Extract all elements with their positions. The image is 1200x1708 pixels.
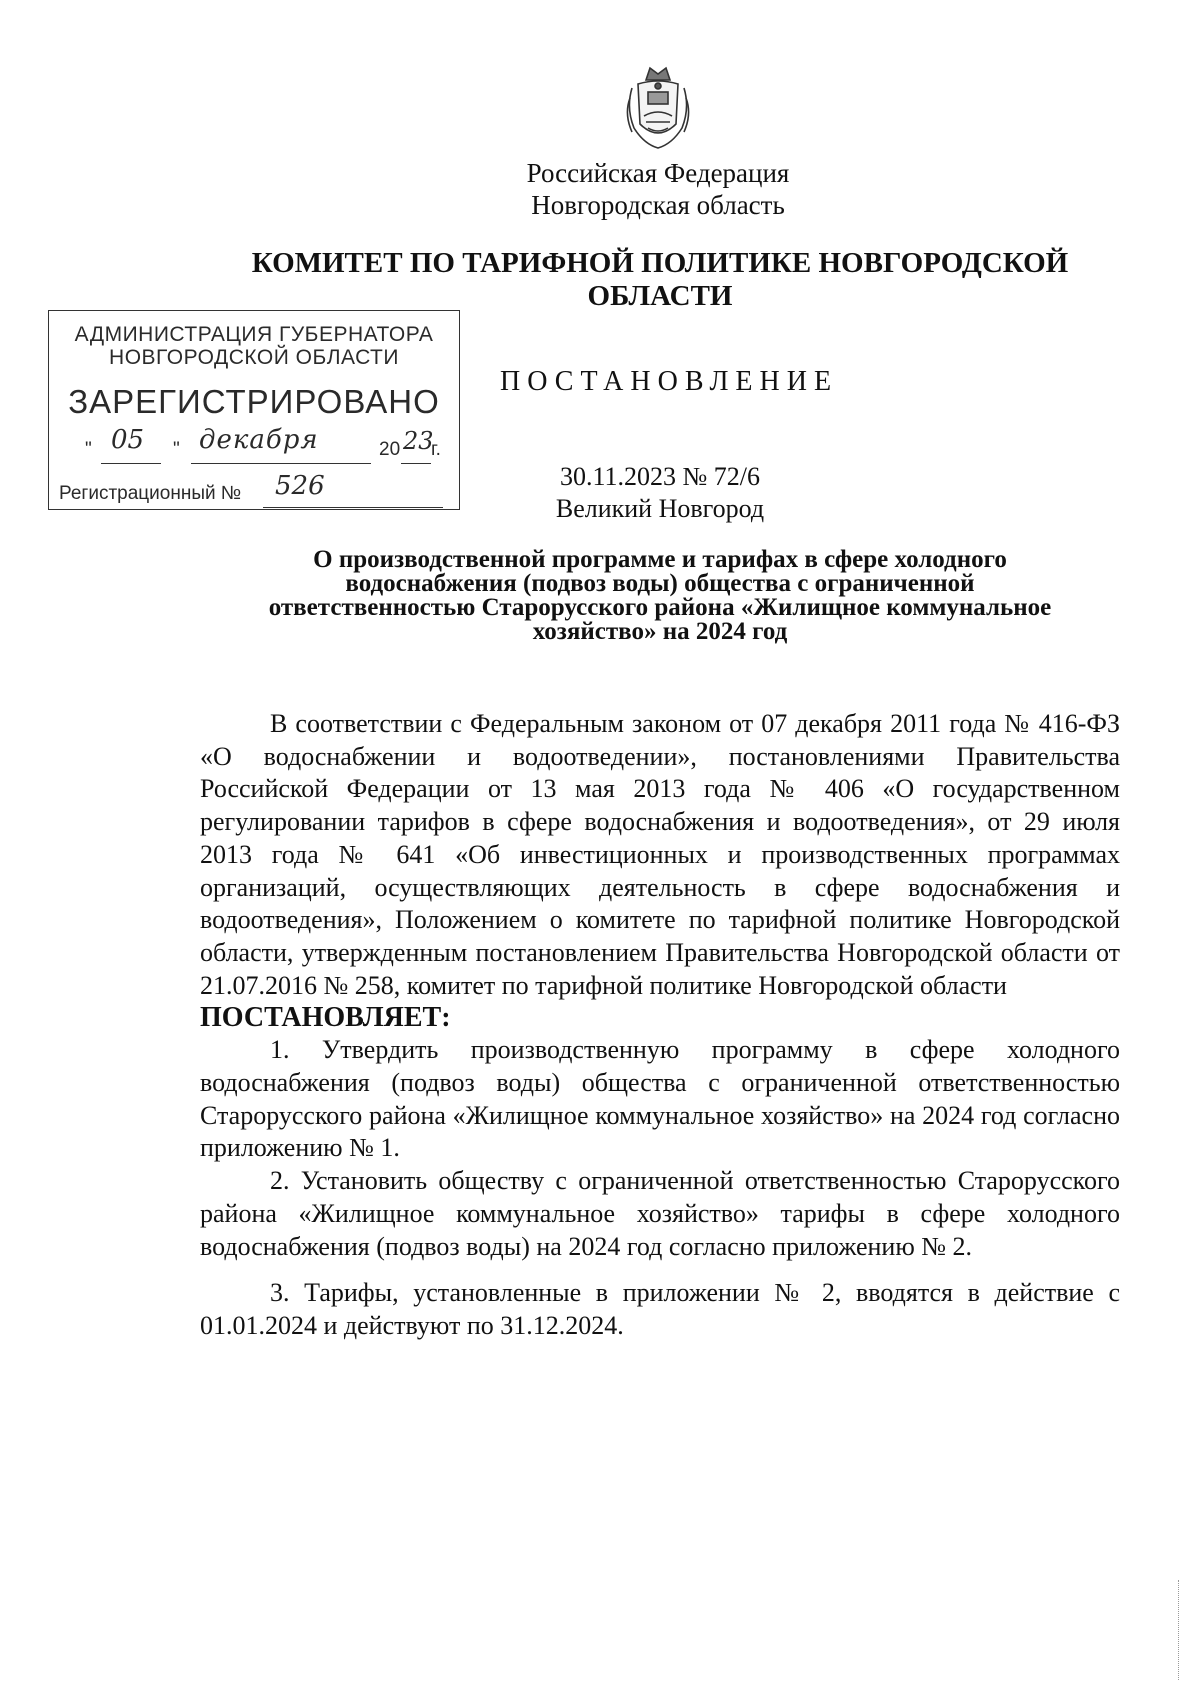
stamp-admin-line2: НОВГОРОДСКОЙ ОБЛАСТИ — [109, 346, 399, 369]
region-name: Новгородская область — [531, 190, 785, 220]
decree-city: Великий Новгород — [555, 494, 765, 523]
decree-body — [200, 708, 1120, 1343]
decree-date-number: 30.11.2023 № 72/6 — [559, 462, 761, 491]
stamp-close-quote: " — [173, 439, 180, 460]
decree-subject: О производственной программе и тарифах в сфере холодного водоснабжения (подвоз воды) общества с ограниченной ответственностью Старорусского района «Жилищное коммунальное хозяйство» на 2024 год — [268, 546, 1052, 645]
stamp-day: 05 — [111, 425, 145, 455]
resolves-heading: ПОСТАНОВЛЯЕТ: — [200, 1002, 451, 1034]
stamp-century: 20 — [379, 439, 401, 460]
stamp-admin-title — [49, 323, 459, 369]
scan-margin-mark — [1178, 1580, 1180, 1680]
decree-title: ПОСТАНОВЛЕНИЕ — [500, 366, 839, 397]
item-1: 1. Утвердить производственную программу в сфере холодного водоснабжения (подвоз воды) общества с ограниченной ответственностью Старорусского района «Жилищное коммунальное хозяйство» на 2024 год согласно приложению № 1. — [200, 1035, 1120, 1163]
coat-of-arms-icon — [618, 58, 698, 158]
stamp-date — [81, 425, 449, 465]
stamp-registered-label: ЗАРЕГИСТРИРОВАНО — [68, 383, 440, 420]
item-3: 3. Тарифы, установленные в приложении № 2, вводятся в действие с 01.01.2024 и действуют по 31.12.2024. — [200, 1278, 1120, 1340]
stamp-reg-number: 526 — [275, 471, 325, 501]
stamp-admin-line1: АДМИНИСТРАЦИЯ ГУБЕРНАТОРА — [74, 323, 434, 346]
committee-name: КОМИТЕТ ПО ТАРИФНОЙ ПОЛИТИКЕ НОВГОРОДСКОЙ ОБЛАСТИ — [251, 247, 1069, 312]
stamp-reg-label: Регистрационный № — [59, 483, 242, 504]
stamp-year-suffix: г. — [431, 439, 441, 460]
country-name: Российская Федерация — [526, 158, 790, 188]
preamble-paragraph: В соответствии с Федеральным законом от 07 декабря 2011 года № 416-ФЗ «О водоснабжении и водоотведении», постановлениями Правительства Российской Федерации от 13 мая 2013 года № 406 «О государственном регулировании тарифов в сфере водоснабжения и водоотведения», от 29 июля 2013 года № 641 «Об инвестиционных и производственных программах организаций, осуществляющих деятельность в сфере водоснабжения и водоотведения», Положением о комитете по тарифной политике Новгородской области, утвержденным постановлением Правительства Новгородской области от 21.07.2016 № 258, комитет по тарифной политике Новгородской области — [200, 709, 1120, 1000]
item-2: 2. Установить обществу с ограниченной ответственностью Старорусского района «Жилищное коммунальное хозяйство» тарифы в сфере холодного водоснабжения (подвоз воды) на 2024 год согласно приложению № 2. — [200, 1166, 1120, 1261]
stamp-open-quote: " — [85, 439, 92, 460]
stamp-year: 23 — [403, 427, 434, 455]
stamp-month: декабря — [199, 425, 319, 455]
